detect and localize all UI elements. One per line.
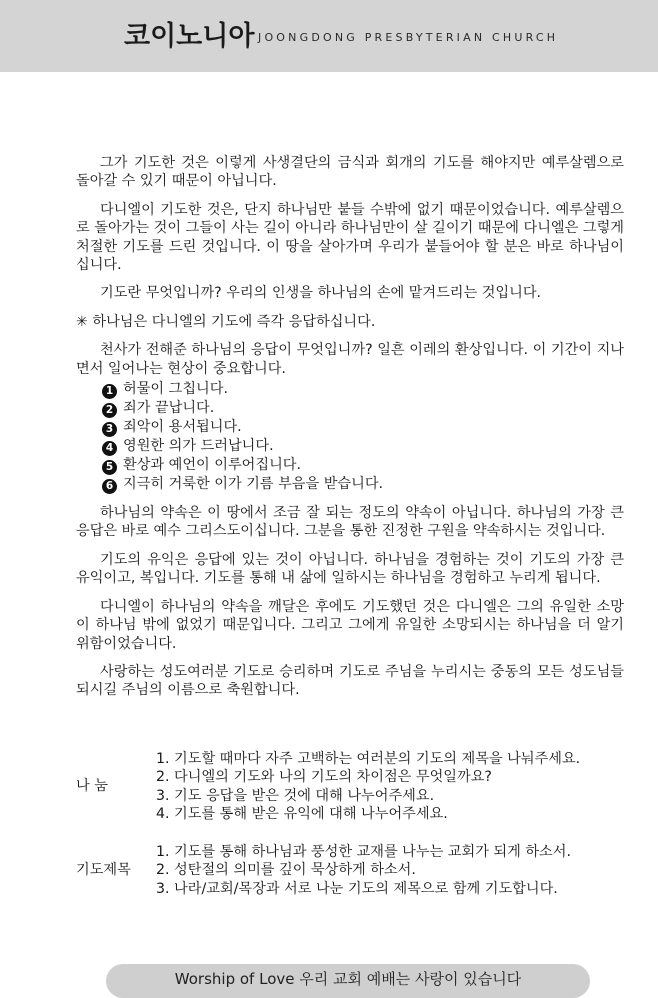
prayer-topics <box>156 843 571 898</box>
sharing-questions <box>156 750 580 824</box>
number-badge: 1 <box>102 384 117 399</box>
question-item: 3. 기도 응답을 받은 것에 대해 나누어주세요. <box>156 787 435 804</box>
paragraph-1: 그가 기도한 것은 이렇게 사생결단의 금식과 회개의 기도를 해야지만 예루살렘으로 돌아갈 수 있기 때문이 아닙니다. <box>76 155 624 190</box>
paragraph-9: 사랑하는 성도여러분 기도로 승리하며 기도로 주님을 누리시는 중동의 모든 성도님들 되시길 주님의 이름으로 축원합니다. <box>76 663 624 699</box>
list-item: 4 영원한 의가 드러납니다. <box>102 437 624 456</box>
church-name: JOONGDONG PRESBYTERIAN CHURCH <box>258 31 559 44</box>
subheading-prayer-answered: ✳ 하나님은 다니엘의 기도에 즉각 응답하십니다. <box>76 313 376 330</box>
list-item: 3 죄악이 용서됩니다. <box>102 418 624 437</box>
question-item: 2. 다니엘의 기도와 나의 기도의 차이점은 무엇일까요? <box>156 769 492 786</box>
vision-list <box>102 380 624 494</box>
paragraph-6: 하나님의 약속은 이 땅에서 조금 잘 되는 정도의 약속이 아닙니다. 하나님의 가장 큰 응답은 바로 예수 그리스도이십니다. 그분을 통한 진정한 구원을 약속하시는 것입니다. <box>76 505 624 540</box>
list-item: 1 허물이 그칩니다. <box>102 380 624 399</box>
number-badge: 6 <box>102 479 117 494</box>
koinonia-logo: 코이노니아 <box>124 21 255 52</box>
sermon-body <box>76 154 624 710</box>
sharing-label: 나 눔 <box>76 778 108 794</box>
number-badge: 5 <box>102 460 117 475</box>
question-item: 4. 기도를 통해 받은 유익에 대해 나누어주세요. <box>156 806 448 823</box>
paragraph-7: 기도의 유익은 응답에 있는 것이 아닙니다. 하나님을 경험하는 것이 기도의 가장 큰 유익이고, 복입니다. 기도를 통해 내 삶에 일하시는 하나님을 경험하고 누리게 됩니다. <box>76 551 624 587</box>
paragraph-3: 기도란 무엇입니까? 우리의 인생을 하나님의 손에 맡겨드리는 것입니다. <box>100 285 542 302</box>
footer-banner: Worship of Love 우리 교회 예배는 사랑이 있습니다 <box>106 964 590 998</box>
prayer-item: 3. 나라/교회/목장과 서로 나눈 기도의 제목으로 함께 기도합니다. <box>156 880 558 897</box>
paragraph-8: 다니엘이 하나님의 약속을 깨달은 후에도 기도했던 것은 다니엘은 그의 유일한 소망이 하나님 밖에 없었기 때문입니다. 그리고 그에게 유일한 소망되시는 하나님을 더 알기 위함이었습니다. <box>76 598 624 652</box>
prayer-item: 1. 기도를 통해 하나님과 풍성한 교재를 나누는 교회가 되게 하소서. <box>156 844 571 860</box>
list-item: 2 죄가 끝납니다. <box>102 399 624 418</box>
paragraph-2: 다니엘이 기도한 것은, 단지 하나님만 붙들 수밖에 없기 때문이었습니다. 예루살렘으로 돌아가는 것이 그들이 사는 길이 아니라 하나님만이 살 길이기 때문에 다니엘은 그렇게 처절한 기도를 드린 것입니다. 이 땅을 살아가며 우리가 붙들어야 할 분은 바로 하나님이십니다. <box>76 201 624 274</box>
number-badge: 2 <box>102 403 117 418</box>
page-header <box>0 0 658 72</box>
number-badge: 4 <box>102 441 117 456</box>
list-item: 6 지극히 거룩한 이가 기름 부음을 받습니다. <box>102 475 624 494</box>
list-item: 5 환상과 예언이 이루어집니다. <box>102 456 624 475</box>
prayer-label: 기도제목 <box>76 862 131 878</box>
number-badge: 3 <box>102 422 117 437</box>
question-item: 1. 기도할 때마다 자주 고백하는 여러분의 기도의 제목을 나눠주세요. <box>156 751 581 767</box>
prayer-item: 2. 성탄절의 의미를 깊이 묵상하게 하소서. <box>156 862 416 879</box>
paragraph-5: 천사가 전해준 하나님의 응답이 무엇입니까? 일흔 이레의 환상입니다. 이 기간이 지나면서 일어나는 현상이 중요합니다. <box>76 342 624 377</box>
